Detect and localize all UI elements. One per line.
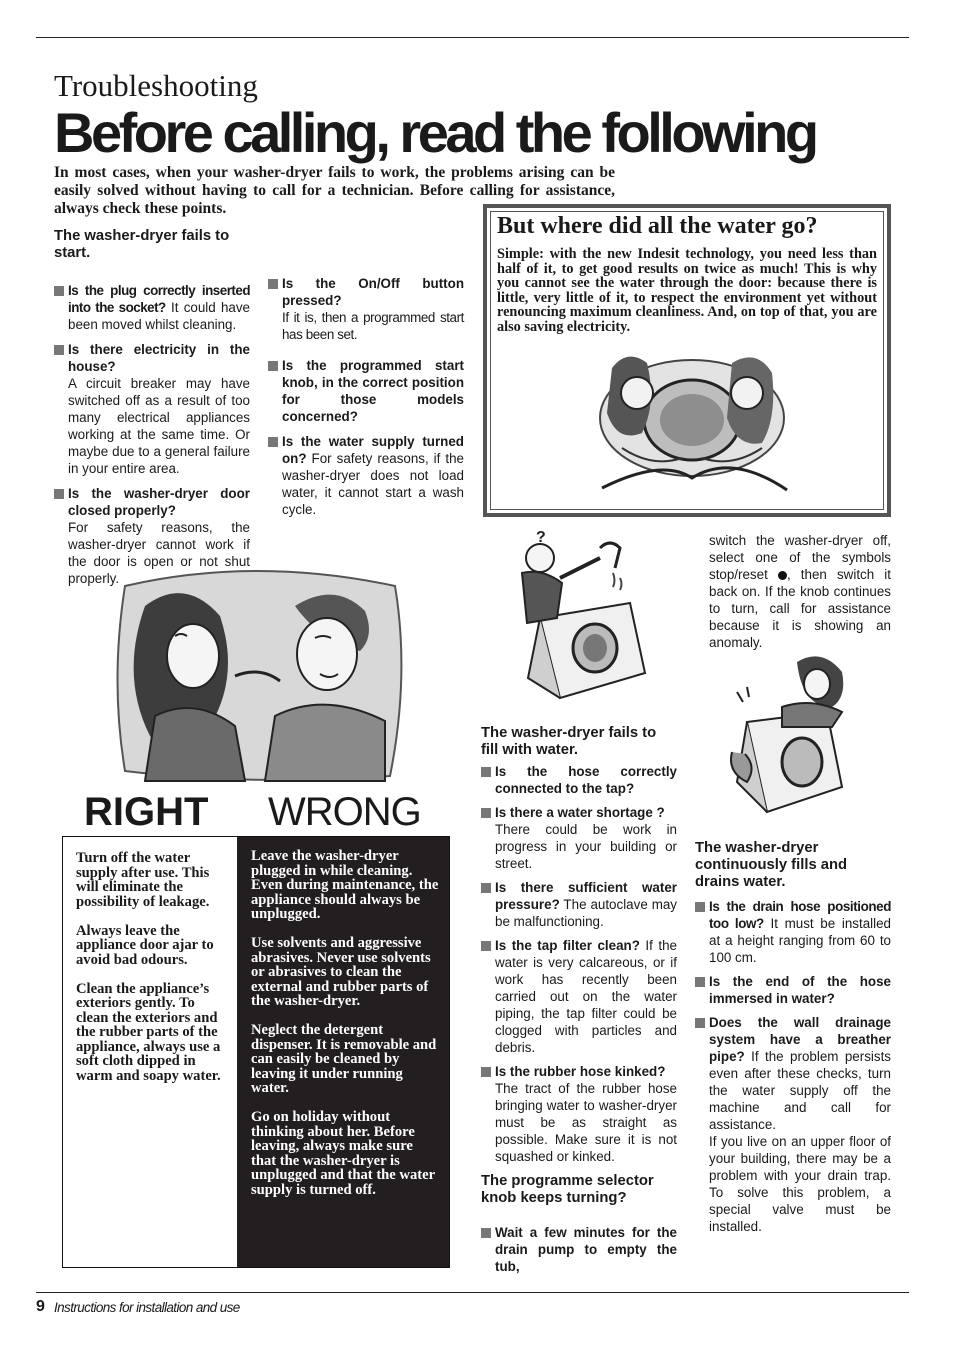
stop-reset-dot-icon — [778, 571, 787, 580]
bullet-square-icon — [481, 1228, 491, 1238]
selector-continuation: switch the washer-dryer off, select one of the symbols stop/reset , then switch it back on. If the knob continues to turn, call for assistance because it is showing an anomaly. — [709, 533, 891, 650]
check-hose-immersed: Is the end of the hose immersed in water? — [695, 973, 891, 1007]
right-wrong-table — [62, 836, 450, 1268]
right-label: RIGHT — [84, 790, 209, 834]
woman-on-washer-illustration — [722, 652, 862, 822]
wrong-label: WRONG — [268, 790, 421, 834]
wrong-item: Go on holiday without thinking about her. Before leaving, always make sure that the washer-dryer is unplugged and that the water supply is turned off. — [251, 1109, 435, 1198]
check-programmed-start: Is the programmed start knob, in the correct position for those models concerned? — [268, 357, 464, 425]
check-water-shortage: Is there a water shortage ? There could be work in progress in your building or street. — [481, 804, 677, 872]
bullet-square-icon — [481, 1067, 491, 1077]
bullet-square-icon — [481, 941, 491, 951]
check-tap-filter: Is the tap filter clean? If the water is very calcareous, or if work has recently been carried out on the water piping, the tap filter could be clogged with particles and debris. — [481, 937, 677, 1056]
selector-heading: The programme selector knob keeps turning? — [481, 1173, 654, 1206]
check-drain-hose-height: Is the drain hose positioned too low? It must be installed at a height ranging from 60 to 100 cm. — [695, 898, 891, 966]
check-hose-connected: Is the hose correctly connected to the tap? — [481, 763, 677, 797]
check-plug: Is the plug correctly inserted into the socket? It could have been moved whilst cleaning. — [54, 282, 250, 333]
right-list — [76, 851, 226, 1098]
check-breather-pipe: Does the wall drainage system have a breather pipe? If the problem persists even after these checks, turn the water supply off the machine and call for assistance. If you live on an upper floor of your building, there may be a problem with your drain trap. To solve this problem, a special valve must be installed. — [695, 1014, 891, 1235]
right-column — [63, 837, 237, 1267]
bullet-square-icon — [54, 489, 64, 499]
bottom-rule — [36, 1292, 909, 1293]
fills-drains-col — [695, 840, 891, 1235]
section-title: Troubleshooting — [54, 68, 258, 103]
wrong-item: Use solvents and aggressive abrasives. Never use solvents or abrasives to clean the external and rubber parts of the washer-dryer. — [251, 935, 431, 1009]
intro-text: In most cases, when your washer-dryer fails to work, the problems arising can be easily solved without having to call for a technician. Before calling for assistance, always check these points. — [54, 164, 615, 217]
bullet-square-icon — [481, 808, 491, 818]
check-hose-kinked: Is the rubber hose kinked? The tract of the rubber hose bringing water to washer-dryer must be as straight as possible. Make sure it is not squashed or kinked. — [481, 1063, 677, 1165]
bullet-square-icon — [481, 883, 491, 893]
water-box-text: Simple: with the new Indesit technology, you need less than half of it, to get good results on twice as much! This is why you cannot see the water through the door: because there is little, very little of it, to respect the environment yet without renouncing maximum cleanliness. And, on top of that, you are also saving electricity. — [497, 246, 877, 335]
right-item: Always leave the appliance door ajar to avoid bad odours. — [76, 922, 214, 968]
couple-looking-drum-illustration — [582, 338, 802, 508]
bullet-square-icon — [695, 977, 705, 987]
bullet-square-icon — [268, 361, 278, 371]
check-water-pressure: Is there sufficient water pressure? The autoclave may be malfunctioning. — [481, 879, 677, 930]
check-door: Is the washer-dryer door closed properly? For safety reasons, the washer-dryer cannot work if the door is open or not shut properly. — [54, 485, 250, 587]
top-rule — [36, 37, 909, 38]
bullet-square-icon — [54, 286, 64, 296]
fails-to-fill-heading: The washer-dryer fails to fill with water. — [481, 725, 657, 758]
wrong-list — [251, 849, 441, 1212]
fails-to-fill-col — [481, 725, 677, 1275]
check-electricity: Is there electricity in the house? A circuit breaker may have switched off as a result of too many electrical appliances working at the same time. Or maybe due to a general failure in your entire area. — [54, 341, 250, 477]
right-item: Clean the appliance’s exteriors gently. To clean the exteriors and the rubber parts of the appliance, always use a soft cloth dipped in warm and soapy water. — [76, 980, 221, 1084]
fails-to-start-col1 — [54, 228, 250, 587]
fails-to-start-col2 — [268, 275, 464, 518]
right-item: Turn off the water supply after use. This will eliminate the possibility of leakage. — [76, 850, 210, 910]
wrong-column — [237, 837, 449, 1267]
bullet-square-icon — [695, 902, 705, 912]
fills-drains-heading: The washer-dryer continuously fills and drains water. — [695, 840, 848, 890]
page-number: 9 — [36, 1298, 45, 1315]
fails-to-start-heading: The washer-dryer fails to start. — [54, 228, 230, 261]
plumber-washer-illustration — [500, 528, 660, 708]
wrong-item: Neglect the detergent dispenser. It is removable and can easily be cleaned by leaving it under running water. — [251, 1022, 437, 1096]
couple-conversation-illustration — [115, 566, 405, 786]
bullet-square-icon — [481, 767, 491, 777]
wrong-item: Leave the washer-dryer plugged in while cleaning. Even during maintenance, the appliance should always be unplugged. — [251, 848, 439, 922]
bullet-square-icon — [268, 279, 278, 289]
water-info-box — [483, 204, 891, 517]
page-title: Before calling, read the following — [54, 101, 816, 164]
bullet-square-icon — [695, 1018, 705, 1028]
bullet-square-icon — [268, 437, 278, 447]
water-box-title: But where did all the water go? — [497, 213, 818, 239]
check-onoff: Is the On/Off button pressed? If it is, then a programmed start has been set. — [268, 275, 464, 343]
check-water-supply: Is the water supply turned on? For safety reasons, if the washer-dryer does not load water, it cannot start a wash cycle. — [268, 433, 464, 518]
check-selector-knob: Wait a few minutes for the drain pump to empty the tub, — [481, 1224, 677, 1275]
footer-text: Instructions for installation and use — [54, 1300, 240, 1315]
svg-text:?: ? — [536, 529, 546, 546]
bullet-square-icon — [54, 345, 64, 355]
